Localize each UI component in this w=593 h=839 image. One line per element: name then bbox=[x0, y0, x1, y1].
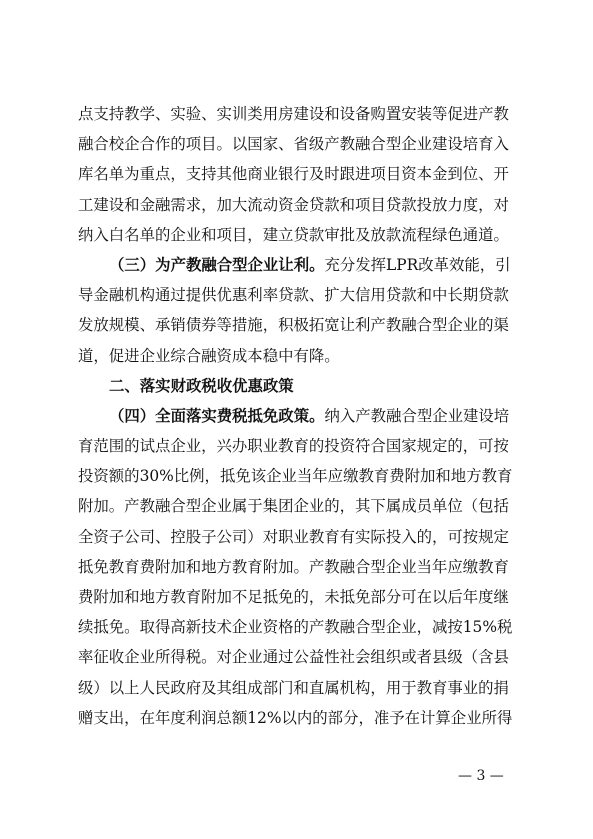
text-line: 赠支出，在年度利润总额12%以内的部分，准予在计算企业所得 bbox=[78, 708, 513, 727]
text-line: 道，促进企业综合融资成本稳中有降。 bbox=[78, 346, 340, 365]
text-line: 发放规模、承销债券等措施，积极拓宽让利产教融合型企业的渠 bbox=[78, 316, 509, 335]
text-line: 费附加和地方教育附加不足抵免的，未抵免部分可在以后年度继 bbox=[78, 588, 509, 606]
text-line: 附加。产教融合型企业属于集团企业的，其下属成员单位（包括 bbox=[78, 497, 509, 516]
text-line: 全资子公司、控股子公司）对职业教育有实际投入的，可按规定 bbox=[78, 527, 509, 546]
paragraph-3-first-line bbox=[78, 250, 518, 280]
text-line: 点支持教学、实验、实训类用房建设和设备购置安装等促进产教 bbox=[78, 105, 509, 123]
paragraph-4-first-line bbox=[78, 401, 518, 431]
paragraph-3-text: 充分发挥LPR改革效能，引 bbox=[324, 255, 511, 274]
text-line: 导金融机构通过提供优惠利率贷款、扩大信用贷款和中长期贷款 bbox=[78, 286, 509, 305]
text-line: 级）以上人民政府及其组成部门和直属机构，用于教育事业的捐 bbox=[78, 678, 509, 697]
text-line: 续抵免。取得高新技术企业资格的产教融合型企业，减按15%税 bbox=[78, 618, 513, 637]
paragraph-4-lead: （四）全面落实费税抵免政策。 bbox=[109, 406, 325, 425]
text-line: 融合校企合作的项目。以国家、省级产教融合型企业建设培育入 bbox=[78, 135, 509, 154]
body-text bbox=[78, 99, 518, 733]
paragraph-3-lead: （三）为产教融合型企业让利。 bbox=[109, 255, 325, 274]
text-line: 纳入白名单的企业和项目，建立贷款审批及放款流程绿色通道。 bbox=[78, 225, 509, 244]
text-line: 工建设和金融需求，加大流动资金贷款和项目贷款投放力度，对 bbox=[78, 195, 509, 214]
text-line: 育范围的试点企业，兴办职业教育的投资符合国家规定的，可按 bbox=[78, 437, 509, 456]
text-line: 投资额的30%比例，抵免该企业当年应缴教育费附加和地方教育 bbox=[78, 467, 513, 486]
section-heading: 二、落实财政税收优惠政策 bbox=[109, 376, 294, 395]
page-number: — 3 — bbox=[458, 768, 504, 784]
paragraph-4-text: 纳入产教融合型企业建设培 bbox=[324, 406, 510, 425]
text-line: 库名单为重点，支持其他商业银行及时跟进项目资本金到位、开 bbox=[78, 165, 509, 184]
text-line: 抵免教育费附加和地方教育附加。产教融合型企业当年应缴教育 bbox=[78, 557, 509, 576]
text-line: 率征收企业所得税。对企业通过公益性社会组织或者县级（含县 bbox=[78, 648, 509, 667]
